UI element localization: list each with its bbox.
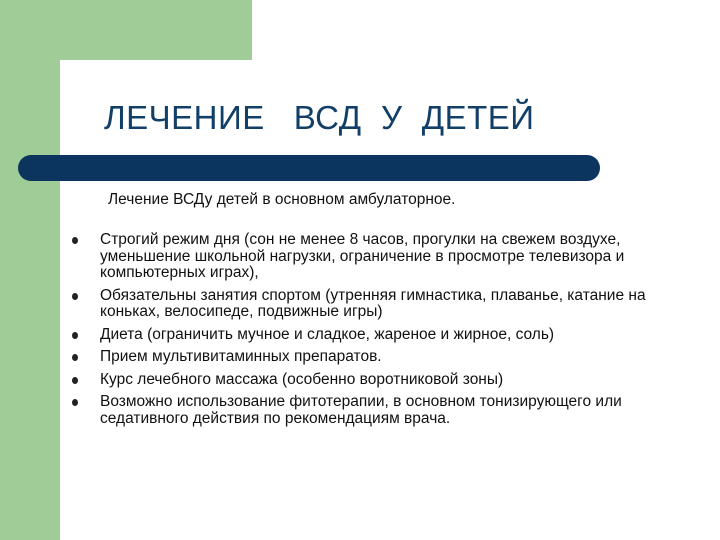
list-item-text: Возможно использование фитотерапии, в основном тонизирующего или седативного действия по рекомендациям врача. [100, 393, 622, 427]
bullet-icon [72, 377, 78, 384]
list-item [70, 372, 650, 389]
list-item-text: Обязательны занятия спортом (утренняя гимнастика, плаванье, катание на коньках, велосипеде, подвижные игры) [100, 286, 646, 320]
list-item-text: Прием мультивитаминных препаратов. [100, 348, 382, 365]
list-item-text: Строгий режим дня (сон не менее 8 часов, прогулки на свежем воздухе, уменьшение школьной нагрузки, ограничение в просмотре телевизора и компьютерных играх), [100, 231, 625, 281]
bullet-icon [72, 237, 78, 244]
green-side-panel [0, 0, 60, 540]
list-item [70, 394, 650, 427]
list-item [70, 327, 650, 344]
bullet-list [70, 232, 650, 433]
list-item [70, 232, 650, 282]
slide-subtitle: Лечение ВСДу детей в основном амбулаторное. [108, 191, 456, 208]
list-item-text: Курс лечебного массажа (особенно воротниковой зоны) [100, 370, 504, 388]
list-item [70, 288, 650, 321]
green-top-panel [0, 0, 252, 60]
bullet-icon [72, 399, 78, 406]
bullet-icon [72, 332, 78, 339]
list-item-text: Диета (ограничить мучное и сладкое, жареное и жирное, соль) [100, 325, 555, 343]
slide-title: ЛЕЧЕНИЕ ВСД У ДЕТЕЙ [104, 99, 535, 136]
list-item [70, 349, 650, 366]
bullet-icon [72, 354, 78, 361]
bullet-icon [72, 293, 78, 300]
title-divider-bar [18, 155, 600, 181]
